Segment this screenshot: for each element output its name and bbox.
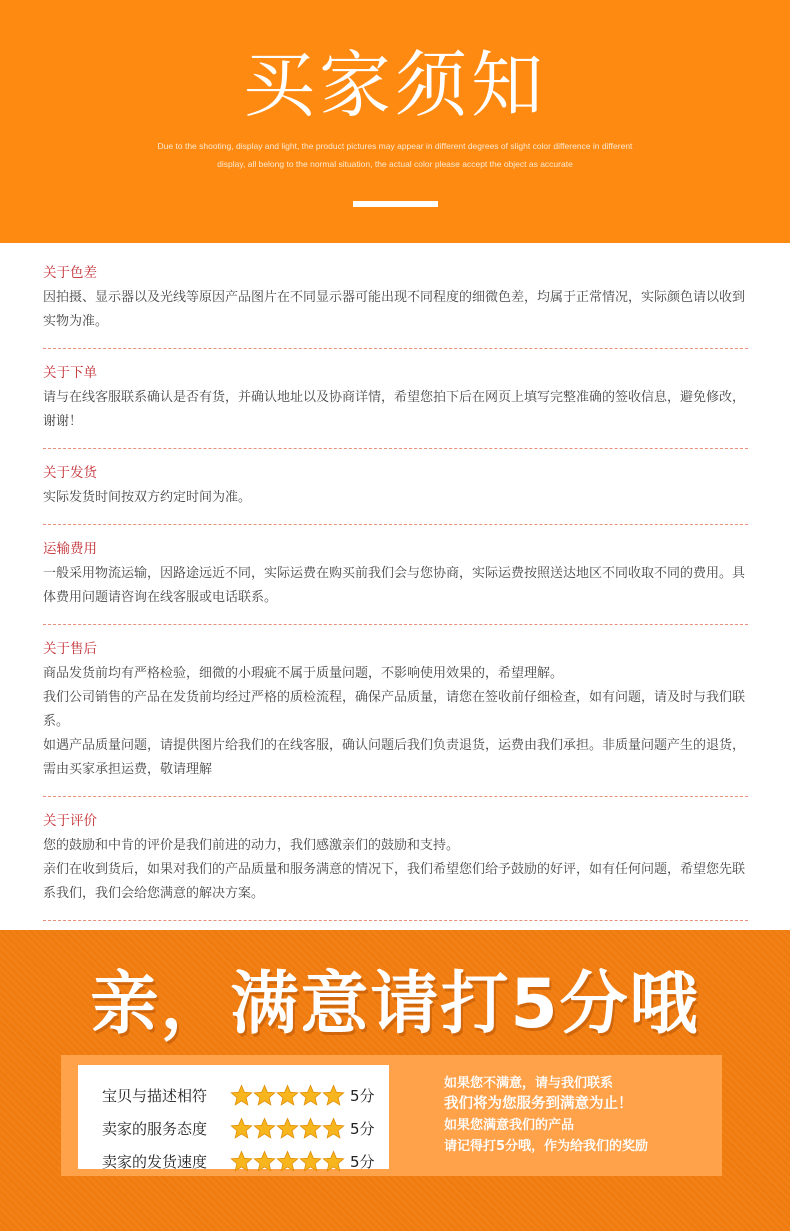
section-paragraph: 因拍摄、显示器以及光线等原因产品图片在不同显示器可能出现不同程度的细微色差，均属于正常情况，实际颜色请以收到实物为准。 [43,290,746,329]
star-icon [253,1084,276,1107]
section-paragraph: 实际发货时间按双方约定时间为准。 [43,490,252,505]
section-paragraph: 商品发货前均有严格检验，细微的小瑕疵不属于质量问题，不影响使用效果的，希望理解。 [43,666,564,681]
star-icon [322,1117,345,1140]
contact-line: 如果您不满意，请与我们联系 [444,1076,614,1091]
notice-content [43,255,748,921]
star-icon [299,1084,322,1107]
star-icon [253,1117,276,1140]
section-title: 关于评价 [43,813,97,829]
section-reviews [43,797,748,921]
section-body [43,386,748,434]
section-body [43,286,748,334]
header-subtitle-line2: display, all belong to the normal situation, the actual color please accept the object as accurate [217,159,573,169]
star-icon [276,1117,299,1140]
rating-label: 卖家的发货速度 [102,1152,208,1171]
rating-panel [61,1055,722,1176]
star-icon [322,1084,345,1107]
rating-score: 5分 [350,1086,375,1105]
section-body [43,662,748,782]
section-paragraph: 如遇产品质量问题，请提供图片给我们的在线客服，确认问题后我们负责退货，运费由我们承担。非质量问题产生的退货，需由买家承担运费，敬请理解 [43,738,746,777]
contact-line: 如果您满意我们的产品 [444,1118,575,1133]
star-icon [230,1084,253,1107]
rating-row-delivery [78,1145,389,1177]
page-title: 买家须知 [242,43,547,127]
section-body [43,486,748,510]
section-ordering [43,349,748,449]
rating-stars [230,1150,348,1173]
star-icon [230,1117,253,1140]
rating-row-description [78,1079,389,1111]
contact-line: 请记得打5分哦，作为给我们的奖励 [444,1139,649,1154]
section-paragraph: 请与在线客服联系确认是否有货，并确认地址以及协商详情，希望您拍下后在网页上填写完整准确的签收信息，避免修改，谢谢！ [43,390,746,429]
header-subtitle-line1: Due to the shooting, display and light, the product pictures may appear in different degrees of slight color difference in different [157,141,633,151]
section-title: 关于售后 [43,641,97,657]
section-shipping [43,449,748,525]
star-icon [276,1150,299,1173]
star-icon [230,1150,253,1173]
section-body [43,834,748,906]
star-icon [253,1150,276,1173]
section-body [43,562,748,610]
contact-line: 我们将为您服务到满意为止！ [444,1096,633,1112]
section-freight [43,525,748,625]
star-icon [299,1150,322,1173]
rating-label: 卖家的服务态度 [102,1119,208,1138]
rating-stars [230,1084,348,1107]
star-icon [322,1150,345,1173]
section-title: 运输费用 [43,541,97,557]
section-title: 关于发货 [43,465,97,481]
header-divider-bar [353,201,438,207]
section-after-sales [43,625,748,797]
section-paragraph: 一般采用物流运输，因路途远近不同，实际运费在购买前我们会与您协商，实际运费按照送达地区不同收取不同的费用。具体费用问题请咨询在线客服或电话联系。 [43,566,746,605]
rating-label: 宝贝与描述相符 [102,1086,208,1105]
section-paragraph: 我们公司销售的产品在发货前均经过严格的质检流程，确保产品质量，请您在签收前仔细检查，如有问题，请及时与我们联系。 [43,690,746,729]
section-color-difference [43,255,748,349]
rating-score: 5分 [350,1152,375,1171]
section-title: 关于色差 [43,265,97,281]
rating-slogan: 亲，满意请打5分哦 [90,965,700,1044]
rating-row-service [78,1112,389,1144]
section-paragraph: 您的鼓励和中肯的评价是我们前进的动力，我们感激亲们的鼓励和支持。 [43,838,460,853]
section-title: 关于下单 [43,365,97,381]
rating-banner [0,930,790,1231]
rating-score: 5分 [350,1119,375,1138]
contact-message [444,1073,714,1157]
star-icon [299,1117,322,1140]
rating-stars [230,1117,348,1140]
rating-box [78,1065,389,1169]
header-banner [0,0,790,243]
section-paragraph: 亲们在收到货后，如果对我们的产品质量和服务满意的情况下，我们希望您们给予鼓励的好评，如有任何问题，希望您先联系我们，我们会给您满意的解决方案。 [43,862,746,901]
header-subtitle [130,137,660,173]
star-icon [276,1084,299,1107]
